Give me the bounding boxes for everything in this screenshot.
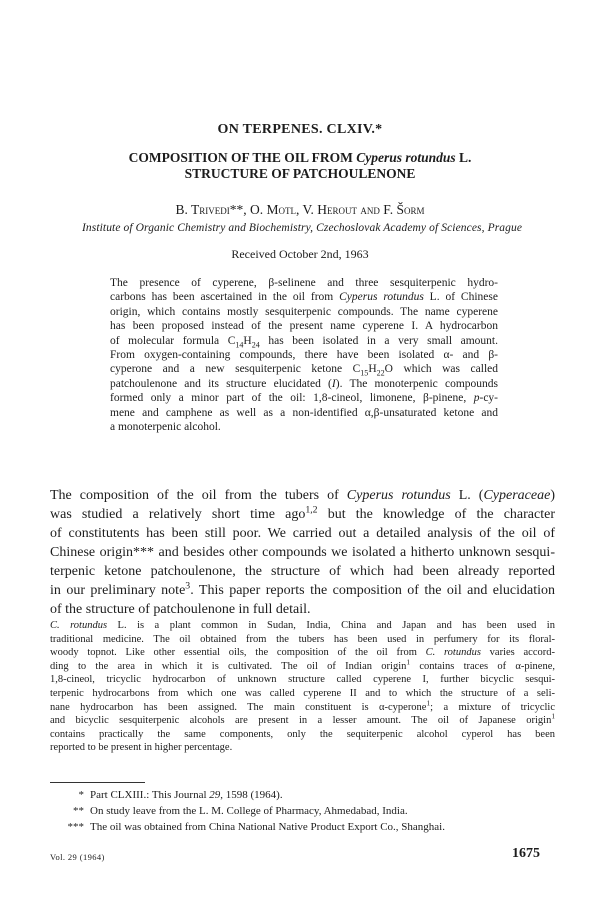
- introduction-paragraph: [50, 486, 555, 619]
- abstract: [110, 276, 498, 434]
- paper-title: [0, 150, 600, 182]
- intro-line: of the structure of patchoulenone in full detail.: [50, 602, 311, 617]
- footnote-text: The oil was obtained from China National Native Product Export Co., Shanghai.: [90, 821, 445, 833]
- body-line: woody topnot. Like other essential oils, the composition of the oil from C. rotundus varies accord-: [50, 647, 555, 659]
- paper-title-line-1: COMPOSITION OF THE OIL FROM Cyperus rotundus L.: [128, 150, 472, 165]
- body-line: traditional medicine. The oil obtained from the tubers has been used in perfumery for its floral-: [50, 633, 555, 645]
- intro-line: terpenic ketone patchoulenone, the structure of which had been already reported: [50, 564, 555, 579]
- footnotes: [50, 787, 555, 835]
- intro-line: Chinese origin*** and besides other compounds we isolated a hitherto unknown sesqui-: [50, 545, 555, 560]
- abstract-line: has been proposed instead of the present name cyperene I. A hydrocarbon: [110, 320, 498, 333]
- footnote-marker: **: [73, 805, 84, 817]
- abstract-line: mene and camphene as well as a non-identified α,β-unsaturated ketone and: [110, 406, 498, 419]
- body-line: C. rotundus L. is a plant common in Sudan, India, China and Japan and has been used in: [50, 620, 555, 631]
- body-line: reported to be present in higher percentage.: [50, 742, 233, 754]
- footnote-marker: *: [78, 789, 84, 801]
- intro-line: was studied a relatively short time ago$^{1,2}$ but the knowledge of the character: [50, 504, 555, 522]
- footnote: [50, 819, 555, 835]
- page-number: 1675: [512, 846, 540, 861]
- intro-line: of constitutents has been still poor. We carried out a detailed analysis of the oil of: [50, 526, 555, 541]
- footnote: [50, 803, 555, 819]
- affiliation: Institute of Organic Chemistry and Biochemistry, Czechoslovak Academy of Sciences, Prague: [81, 222, 523, 234]
- paper-series-title: ON TERPENES. CLXIV.*: [217, 122, 383, 137]
- abstract-line: formed only a minor part of the oil: 1,8-cineol, limonene, β-pinene, p-cy-: [110, 392, 498, 405]
- footnote-marker: ***: [67, 821, 84, 833]
- body-line: and bicyclic sesquiterpenic alcohols are present in a lesser amount. The oil of Japanese origin$^1$: [50, 711, 555, 727]
- abstract-line: cyperone and a new sesquiterpenic ketone $C_{15}H_{22}O$ which was called: [110, 363, 498, 378]
- intro-line: The composition of the oil from the tubers of Cyperus rotundus L. (Cyperaceae): [50, 488, 555, 503]
- body-paragraph: [50, 619, 555, 755]
- footnote-text: On study leave from the L. M. College of Pharmacy, Ahmedabad, India.: [90, 805, 408, 817]
- footnote-text: Part CLXIII.: This Journal 29, 1598 (1964).: [90, 789, 283, 801]
- body-line: nane hydrocarbon has been assigned. The main constituent is α-cyperone$^1$; a mixture of tricyclic: [50, 698, 556, 713]
- abstract-line: The presence of cyperene, β-selinene and three sesquiterpenic hydro-: [110, 277, 498, 289]
- abstract-line: origin, which contains mostly sesquiterpenic compounds. The name cyperene: [110, 305, 498, 318]
- abstract-line: carbons has been ascertained in the oil from Cyperus rotundus L. of Chinese: [110, 291, 498, 304]
- paper-title-line-2: STRUCTURE OF PATCHOULENONE: [184, 166, 416, 181]
- body-line: terpenic hydrocarbons from which one was called cyperene II and to which the structure of a seli-: [50, 687, 555, 699]
- abstract-line: of molecular formula $C_{14}H_{24}$ has been isolated in a very small amount.: [110, 334, 498, 349]
- footnote-separator: [50, 782, 145, 783]
- body-line: ding to the area in which it is cultivated. The oil of Indian origin$^1$ contains traces of α-pinene,: [50, 657, 555, 672]
- footnote: [50, 787, 555, 803]
- abstract-line: patchoulenone and its structure elucidated (I). The monoterpenic compounds: [110, 377, 498, 390]
- body-line: contains practically the same components, only the sequiterpenic alcohol cyperol has been: [50, 728, 555, 740]
- abstract-line: a monoterpenic alcohol.: [110, 421, 221, 434]
- volume-info: Vol. 29 (1964): [50, 852, 105, 862]
- received-date: Received October 2nd, 1963: [231, 247, 369, 261]
- intro-line: in our preliminary note$^3$. This paper reports the composition of the oil and elucidation: [50, 580, 555, 598]
- body-line: 1,8-cineol, tricyclic hydrocarbon of unknown structure called cyperene I, further bicyclic sesqui-: [50, 674, 555, 686]
- author-list: B. Trivedi**, O. Motl, V. Herout and F. Šorm: [175, 202, 425, 217]
- abstract-line: From oxygen-containing compounds, there have been isolated α- and β-: [110, 349, 498, 362]
